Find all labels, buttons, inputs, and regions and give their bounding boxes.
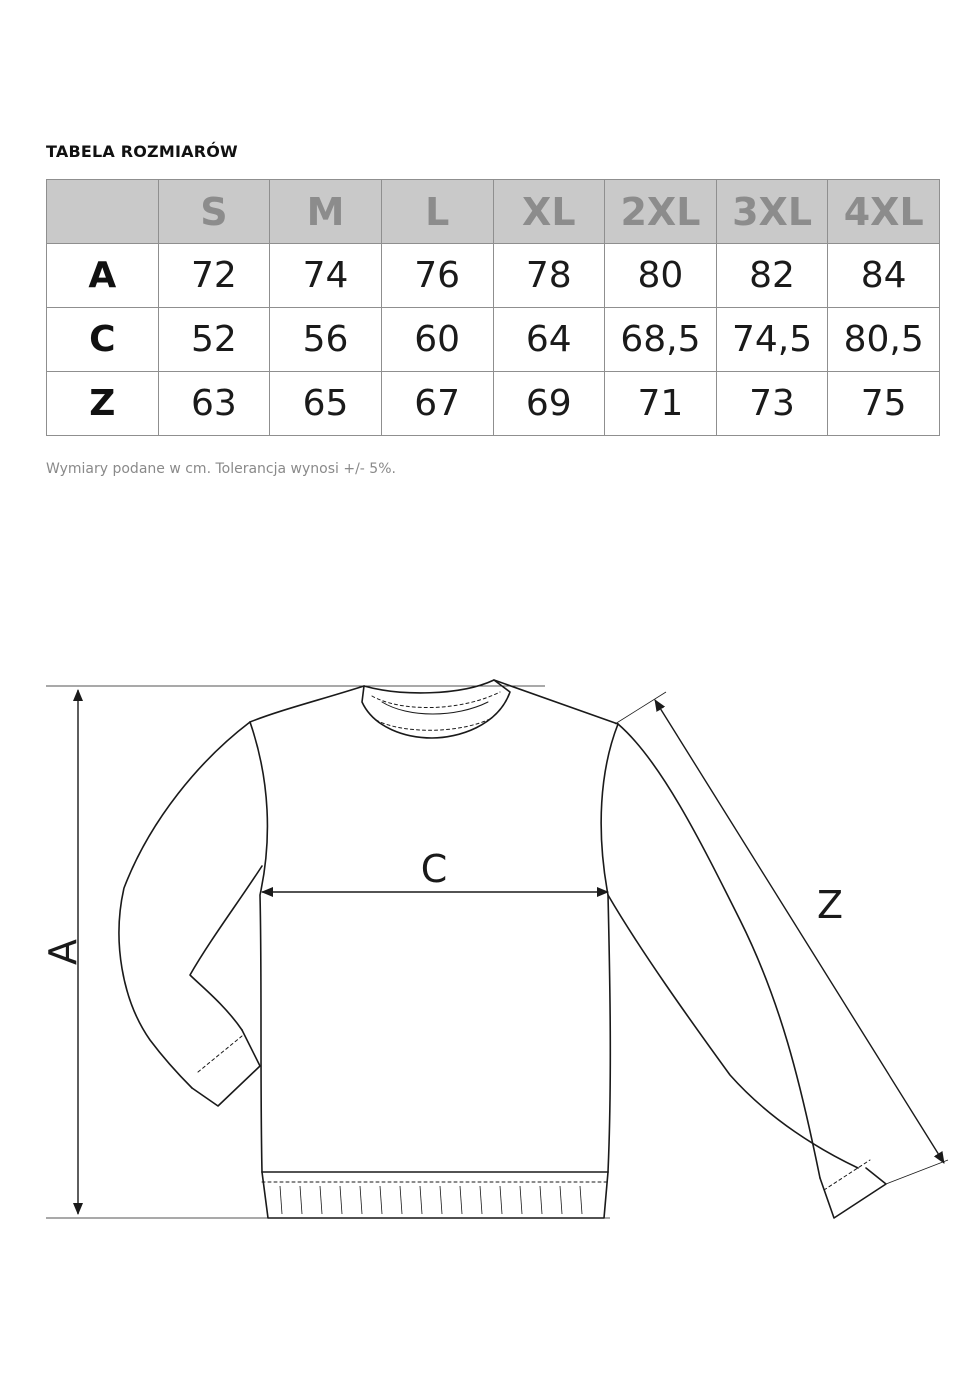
table-cell: 76 <box>381 244 493 308</box>
table-cell: 80,5 <box>828 308 940 372</box>
table-cell: 82 <box>716 244 828 308</box>
table-cell: 74 <box>270 244 382 308</box>
sweatshirt-outline <box>119 680 886 1218</box>
label-z: Z <box>816 883 844 927</box>
label-a: A <box>41 939 85 965</box>
table-cell: 72 <box>158 244 270 308</box>
size-header-cell: M <box>270 180 382 244</box>
table-cell: 71 <box>605 372 717 436</box>
size-header-cell: S <box>158 180 270 244</box>
size-header-cell: XL <box>493 180 605 244</box>
table-cell: 67 <box>381 372 493 436</box>
table-cell: 80 <box>605 244 717 308</box>
table-cell: 63 <box>158 372 270 436</box>
row-label-c: C <box>47 308 159 372</box>
size-header-cell: 4XL <box>828 180 940 244</box>
size-header-cell: 3XL <box>716 180 828 244</box>
size-header-cell: L <box>381 180 493 244</box>
label-c: C <box>420 847 448 891</box>
table-cell: 60 <box>381 308 493 372</box>
row-label-a: A <box>47 244 159 308</box>
table-cell: 74,5 <box>716 308 828 372</box>
table-cell: 84 <box>828 244 940 308</box>
table-cell: 69 <box>493 372 605 436</box>
row-label-z: Z <box>47 372 159 436</box>
dimension-z-line <box>655 700 944 1163</box>
table-cell: 52 <box>158 308 270 372</box>
table-cell: 73 <box>716 372 828 436</box>
size-header-cell: 2XL <box>605 180 717 244</box>
hem-ribbing <box>280 1186 582 1214</box>
tolerance-note: Wymiary podane w cm. Tolerancja wynosi +/- 5%. <box>46 461 396 477</box>
table-cell: 75 <box>828 372 940 436</box>
table-cell: 64 <box>493 308 605 372</box>
table-cell: 65 <box>270 372 382 436</box>
dimension-lines <box>78 690 944 1214</box>
table-cell: 68,5 <box>605 308 717 372</box>
table-cell: 56 <box>270 308 382 372</box>
table-cell: 78 <box>493 244 605 308</box>
page-title: TABELA ROZMIARÓW <box>46 142 238 161</box>
